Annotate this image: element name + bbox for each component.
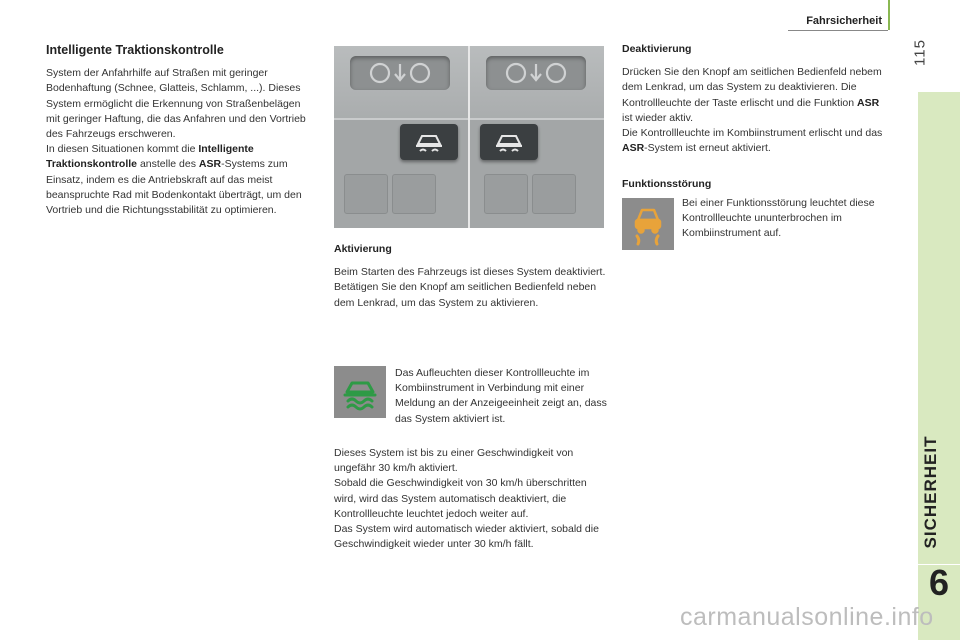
activation-heading: Aktivierung (334, 243, 392, 255)
deactivation-section (622, 42, 890, 156)
deactivation-paragraph-2 (622, 126, 890, 156)
speed-paragraph-3: Das System wird automatisch wieder aktiviert, sobald die Geschwindigkeit wieder unter 30 km/h fällt. (334, 523, 599, 551)
speed-section (334, 446, 604, 552)
text-run: -Systems zum Einsatz, indem es die Antriebskraft auf das meist beanspruchte Rad mit Bodenkontakt überträgt, um den Vortrieb und die Richtungsstabilität zu optimieren. (46, 158, 302, 217)
header-accent-bar (888, 0, 890, 30)
text-run: ist wieder aktiv. (622, 111, 693, 124)
traction-control-green-lamp-icon (334, 366, 386, 418)
asr-term: ASR (622, 142, 645, 155)
traction-control-button (400, 124, 458, 160)
fault-lamp-description: Bei einer Funktionsstörung leuchtet diese Kontrollleuchte ununterbrochen im Kombiinstrument auf. (682, 197, 875, 240)
text-run: Drücken Sie den Knopf am seitlichen Bedienfeld nebem dem Lenkrad, um das System zu deaktivieren. Die Kontrollleuchte der Taste erlischt und die Funktion (622, 66, 882, 109)
steering-lock-recess-right (486, 56, 586, 90)
activation-section (334, 242, 609, 311)
deactivation-paragraph (622, 65, 890, 126)
text-run: Die Kontrollleuchte im Kombiinstrument erlischt und das (622, 127, 883, 140)
chapter-label: SICHERHEIT (921, 435, 940, 549)
car-skid-icon (400, 124, 458, 160)
panel-slot (484, 174, 528, 214)
asr-term: ASR (198, 158, 222, 171)
steering-lock-recess (350, 56, 450, 90)
activation-paragraph: Beim Starten des Fahrzeugs ist dieses System deaktiviert. (334, 266, 606, 279)
section-header: Fahrsicherheit (806, 15, 882, 27)
speed-paragraph-2: Sobald die Geschwindigkeit von 30 km/h überschritten wird, wird das System automatisch deaktiviert, die Kontrollleuchte leuchtet jedoch weiter auf. (334, 477, 587, 520)
traction-control-button-pressed (480, 124, 538, 160)
intro-column (46, 43, 308, 218)
fault-heading: Funktionsstörung (622, 178, 712, 190)
text-run: In diesen Situationen kommt die (46, 143, 199, 156)
page-number: 115 (911, 39, 929, 66)
text-run: anstelle des (137, 158, 199, 171)
dashboard-button-photo (334, 46, 604, 228)
steering-wheel-icon (350, 56, 450, 90)
intro-paragraph: System der Anfahrhilfe auf Straßen mit geringer Bodenhaftung (Schnee, Glatteis, Schlamm, ...). Dieses System ermöglicht die Erkennung von Straßenbelägen mit geringer Haftung, die das Anfahren und den Vortrieb des Fahrzeugs erschweren. (46, 67, 306, 141)
deactivation-heading: Deaktivierung (622, 43, 692, 55)
chapter-tab (918, 92, 960, 640)
photo-divider (468, 46, 470, 228)
traction-control-orange-lamp-icon (622, 198, 674, 250)
panel-slot (344, 174, 388, 214)
chapter-number: 6 (928, 562, 950, 603)
header-rule (788, 30, 888, 31)
steering-wheel-icon (486, 56, 586, 90)
asr-term: ASR (857, 96, 880, 109)
panel-slot (392, 174, 436, 214)
page-title: Intelligente Traktionskontrolle (46, 43, 224, 57)
bold-term: Intelligente Traktionskontrolle (46, 143, 254, 171)
active-lamp-description: Das Aufleuchten dieser Kontrollleuchte im Kombiinstrument in Verbindung mit einer Meldung an der Anzeigeeinheit zeigt an, dass das System aktiviert ist. (395, 367, 607, 425)
speed-paragraph: Dieses System ist bis zu einer Geschwindigkeit von ungefähr 30 km/h aktiviert. (334, 447, 574, 475)
text-run: -System ist erneut aktiviert. (644, 142, 771, 155)
car-skid-icon (480, 124, 538, 160)
activation-paragraph-2: Betätigen Sie den Knopf am seitlichen Bedienfeld neben dem Lenkrad, um das System zu aktivieren. (334, 281, 597, 309)
intro-paragraph-2 (46, 142, 308, 218)
watermark: carmanualsonline.info (680, 603, 934, 631)
panel-slot (532, 174, 576, 214)
